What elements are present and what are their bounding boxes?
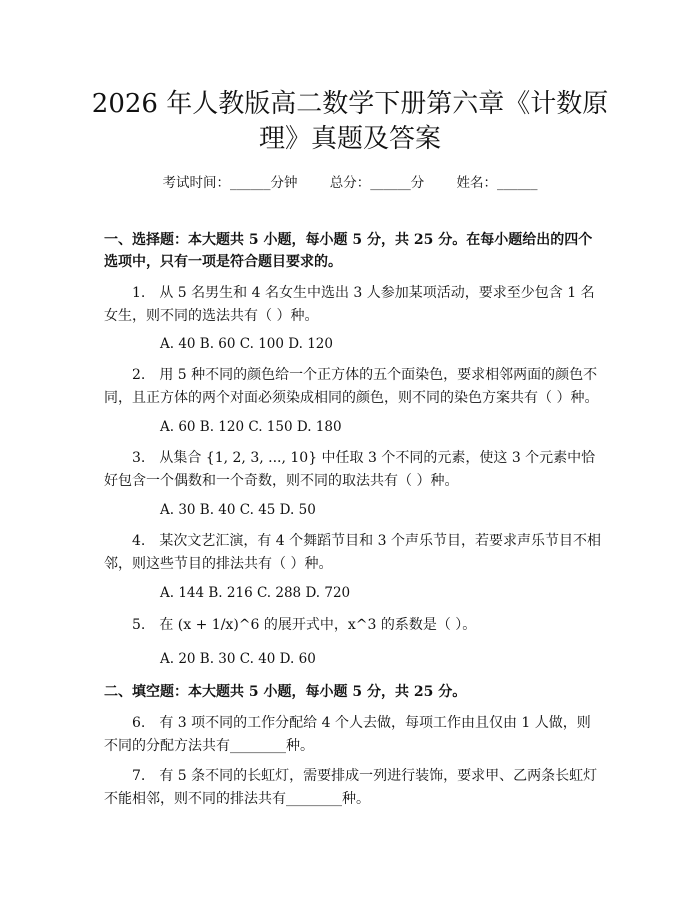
- question-4: 4. 某次文艺汇演，有 4 个舞蹈节目和 3 个声乐节目，若要求声乐节目不相邻，则这些节目的排法共有（ ）种。: [104, 533, 601, 572]
- question-6: 6. 有 3 项不同的工作分配给 4 个人去做，每项工作由且仅由 1 人做，则不同的分配方法共有________种。: [104, 715, 591, 754]
- exam-meta: [0, 171, 700, 191]
- question-5-options: A. 20 B. 30 C. 40 D. 60: [160, 651, 316, 667]
- question-1-options: A. 40 B. 60 C. 100 D. 120: [160, 336, 333, 352]
- question-2-options: A. 60 B. 120 C. 150 D. 180: [160, 419, 342, 435]
- section-heading-choice: 一、选择题：本大题共 5 小题，每小题 5 分，共 25 分。在每小题给出的四个选项中，只有一项是符合题目要求的。: [104, 232, 593, 270]
- question-2: 2. 用 5 种不同的颜色给一个正方体的五个面染色，要求相邻两面的颜色不同，且正方体的两个对面必须染成相同的颜色，则不同的染色方案共有（ ）种。: [104, 367, 599, 406]
- exam-score: 总分：______分: [329, 175, 425, 191]
- question-4-options: A. 144 B. 216 C. 288 D. 720: [160, 585, 351, 601]
- question-5: 5. 在 (x + 1/x)^6 的展开式中，x^3 的系数是（ ）。: [132, 617, 477, 633]
- exam-name: 姓名：______: [456, 175, 538, 191]
- doc-title-line-1: 2026 年人教版高二数学下册第六章《计数原: [91, 89, 609, 119]
- question-7: 7. 有 5 条不同的长虹灯，需要排成一列进行装饰，要求甲、乙两条长虹灯不能相邻，则不同的排法共有________种。: [104, 768, 598, 807]
- question-3-options: A. 30 B. 40 C. 45 D. 50: [160, 502, 316, 518]
- question-1: 1. 从 5 名男生和 4 名女生中选出 3 人参加某项活动，要求至少包含 1 名女生，则不同的选法共有（ ）种。: [104, 285, 595, 324]
- exam-time: 考试时间：______分钟: [162, 175, 298, 191]
- question-3: 3. 从集合 {1, 2, 3, ..., 10} 中任取 3 个不同的元素，使这 3 个元素中恰好包含一个偶数和一个奇数，则不同的取法共有（ ）种。: [104, 450, 596, 489]
- doc-title-line-2: 理》真题及答案: [258, 124, 441, 154]
- section-heading-fill: 二、填空题：本大题共 5 小题，每小题 5 分，共 25 分。: [104, 684, 467, 700]
